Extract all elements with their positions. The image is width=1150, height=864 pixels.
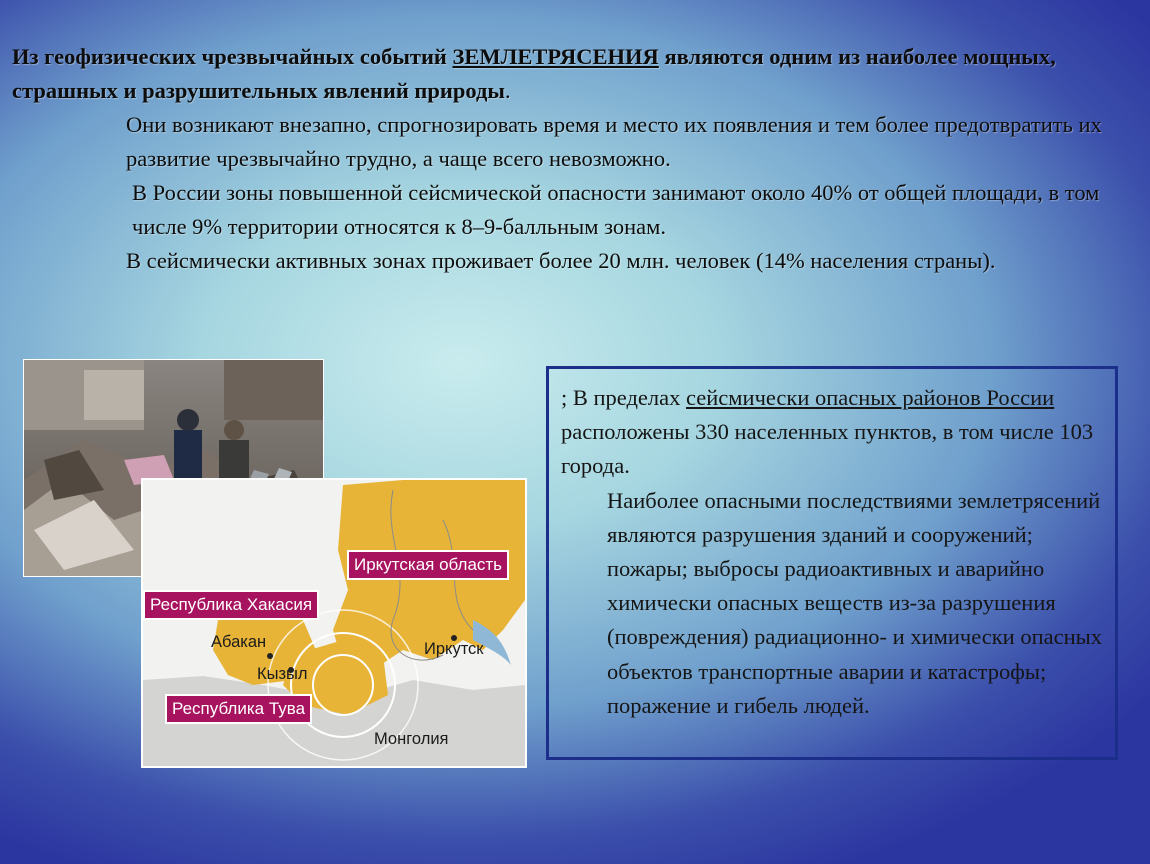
box-paragraph-2: Наиболее опасными последствиями землетрясений являются разрушения зданий и сооружений; пожары; выбросы радиоактивных и аварийно химически опасных веществ из-за разрушения (повреждения) радиационно- и химически опасных объектов транспортные аварии и катастрофы; поражение и гибель людей. bbox=[607, 487, 1103, 718]
intro-paragraph-2: Они возникают внезапно, спрогнозировать время и место их появления и тем более предотвратить их развитие чрезвычайно трудно, а чаще всего невозможно. bbox=[126, 112, 1102, 171]
intro-lead bbox=[12, 40, 1140, 108]
seismic-map bbox=[141, 478, 527, 768]
box-text-start: ; В пределах bbox=[561, 385, 687, 410]
box-text-end: расположены 330 населенных пунктов, в том числе 103 города. bbox=[561, 419, 1094, 479]
info-box bbox=[546, 366, 1118, 760]
irkutsk-region-tag: Иркутская область bbox=[347, 550, 509, 580]
intro-paragraph-4: В сейсмически активных зонах проживает более 20 млн. человек (14% населения страны). bbox=[126, 248, 996, 273]
khakassia-tag: Республика Хакасия bbox=[143, 590, 319, 620]
mongolia-label: Монголия bbox=[374, 730, 449, 748]
abakan-label: Абакан bbox=[211, 633, 267, 651]
lead-keyword: ЗЕМЛЕТРЯСЕНИЯ bbox=[452, 44, 659, 69]
irkutsk-label: Иркутск bbox=[424, 640, 484, 658]
kyzyl-label: Кызыл bbox=[257, 665, 308, 683]
intro-text bbox=[12, 40, 1140, 278]
box-underlined-phrase: сейсмически опасных районов России bbox=[686, 385, 1055, 410]
box-paragraph-1 bbox=[561, 381, 1105, 484]
lead-text-start: Из геофизических чрезвычайных событий bbox=[12, 44, 453, 69]
intro-paragraph-3: В России зоны повышенной сейсмической опасности занимают около 40% от общей площади, в том числе 9% территории относятся к 8–9-балльным зонам. bbox=[132, 180, 1100, 239]
lead-text-end: являются одним из наиболее мощных, страшных и разрушительных явлений природы bbox=[12, 44, 1056, 103]
tuva-tag: Республика Тува bbox=[165, 694, 312, 724]
lead-period: . bbox=[504, 78, 511, 103]
